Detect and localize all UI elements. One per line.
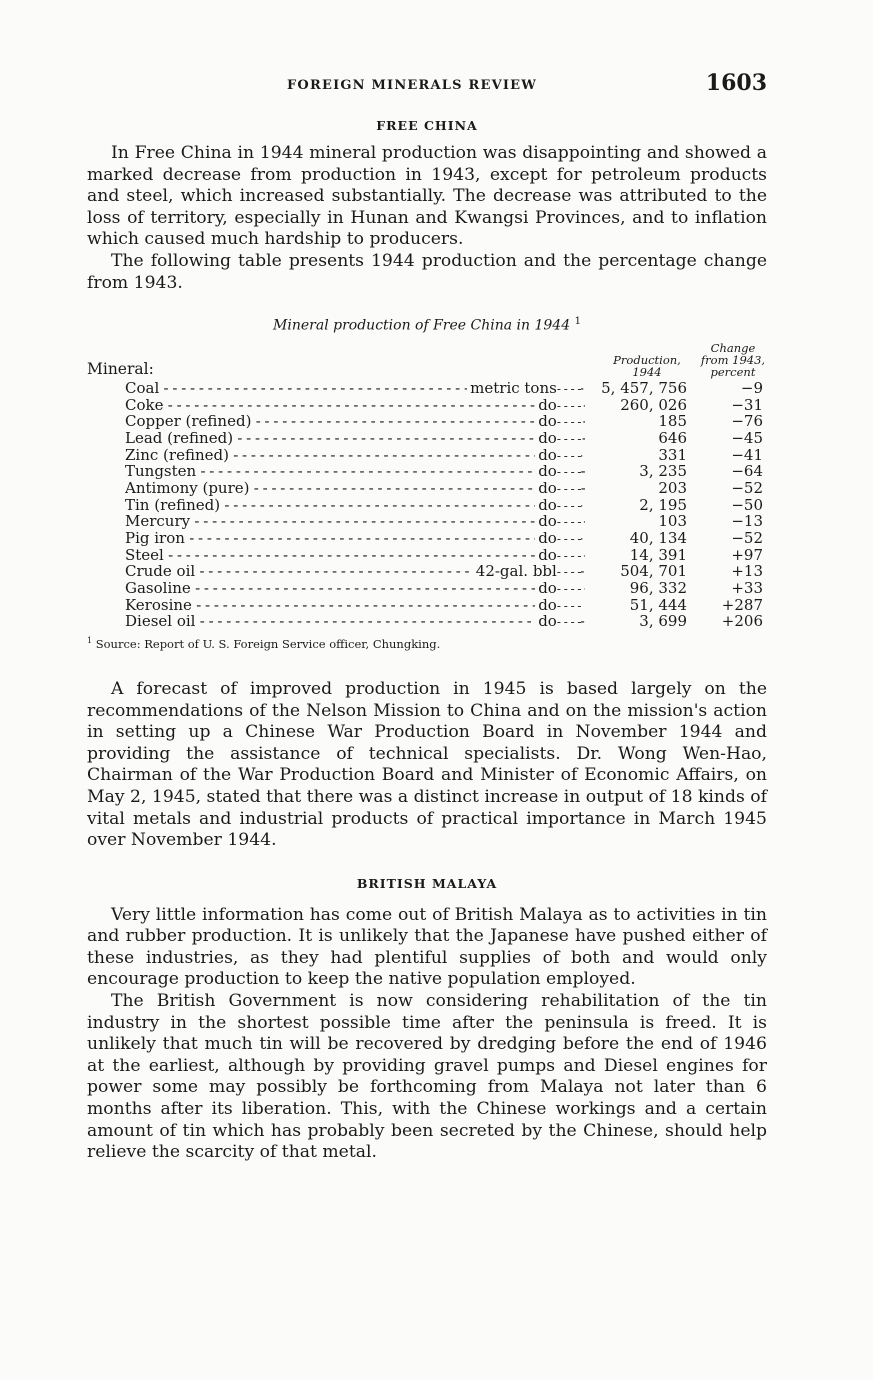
table-row: [87, 447, 767, 464]
mineral-unit: do - - - -: [535, 513, 581, 531]
mineral-change: −52: [731, 529, 763, 547]
page-header: [87, 70, 767, 102]
mineral-unit: do - - - -: [535, 447, 581, 465]
table-row: [87, 480, 767, 497]
column-header-production-line2: 1944: [632, 364, 662, 379]
table-row: [87, 413, 767, 430]
column-header-production: [599, 354, 695, 378]
mineral-name: Kerosine - - -: [125, 597, 585, 614]
table-caption-text: Mineral production of Free China in 1944: [273, 317, 571, 334]
mineral-change: −9: [740, 378, 763, 397]
table-row: [87, 547, 767, 564]
table-row: [87, 463, 767, 480]
mineral-production: 646: [658, 428, 687, 447]
column-header-change-line2: from 1943,: [700, 352, 766, 367]
mineral-name: Coal - - -: [125, 380, 585, 397]
mineral-unit: do - - - -: [535, 480, 581, 498]
running-title: FOREIGN MINERALS REVIEW: [287, 78, 538, 93]
table-footnote: [87, 636, 767, 651]
paragraph-malaya-rehabilitation: The British Government is now considering rehabilitation of the tin industry in the shortest possible time after the peninsula is freed. It is unlikely that much tin will be recovered by dredging before the end of 1946 at the earliest, although by providing gravel pumps and Diesel engines for power some may possibly be forthcoming from Malaya not later than 6 months after its liberation. This, with the Chinese workings and a certain amount of tin which has probably been secreted by the Chinese, should help relieve the scarcity of that metal.: [87, 991, 767, 1163]
mineral-change: +206: [721, 612, 763, 631]
mineral-unit: metric tons - - - -: [467, 380, 581, 398]
mineral-unit: do - - - -: [535, 580, 581, 598]
mineral-change: −50: [731, 495, 763, 514]
mineral-production: 260, 026: [620, 395, 687, 414]
mineral-unit: do - - - -: [535, 430, 581, 448]
table-row: [87, 497, 767, 514]
mineral-change: −64: [731, 462, 763, 481]
table-row: [87, 380, 767, 397]
paragraph-malaya-info: Very little information has come out of British Malaya as to activities in tin and rubber production. It is unlikely that the Japanese have pushed either of these industries, as they had plentiful supplies of both and would only encourage production to keep the native population employed.: [87, 904, 767, 990]
table-row: [87, 613, 767, 630]
mineral-unit: do - - - -: [535, 547, 581, 565]
mineral-production: 51, 444: [629, 595, 687, 614]
column-header-change: [699, 342, 767, 378]
mineral-change: +13: [731, 562, 763, 581]
paragraph-free-china-intro: In Free China in 1944 mineral production was disappointing and showed a marked decrease from production in 1943, except for petroleum products and steel, which increased substantially. The decrease was attributed to the loss of territory, especially in Hunan and Kwangsi Provinces, and to inflation which caused much hardship to producers.: [87, 143, 767, 250]
column-header-production-line1: Production,: [613, 352, 681, 367]
page-number: 1603: [705, 70, 767, 96]
mineral-name: Copper (refined) - - -: [125, 413, 585, 430]
table-caption-note: 1: [574, 316, 581, 328]
mineral-unit: 42-gal. bbl - - - -: [473, 563, 581, 581]
section-title-british-malaya: BRITISH MALAYA: [356, 875, 498, 891]
column-header-change-line1: Change: [710, 340, 756, 355]
paragraph-table-intro: The following table presents 1944 production and the percentage change from 1943.: [87, 250, 767, 293]
mineral-name: Crude oil - - -: [125, 563, 585, 580]
mineral-production: 185: [658, 412, 687, 431]
mineral-name: Coke - - -: [125, 397, 585, 414]
mineral-change: +33: [731, 579, 763, 598]
mineral-production: 504, 701: [620, 562, 687, 581]
mineral-unit: do - - - -: [535, 413, 581, 431]
mineral-production: 96, 332: [629, 579, 687, 598]
mineral-production: 331: [658, 445, 687, 464]
mineral-unit: do - - - -: [535, 613, 581, 631]
table-row: [87, 597, 767, 614]
mineral-unit: do - - - -: [535, 463, 581, 481]
mineral-production: 5, 457, 756: [601, 378, 687, 397]
mineral-name: Zinc (refined) - - -: [125, 447, 585, 464]
mineral-change: −41: [731, 445, 763, 464]
table-caption: [87, 316, 767, 334]
document-page: [87, 70, 767, 1164]
mineral-change: −76: [731, 412, 763, 431]
table-row: [87, 513, 767, 530]
mineral-name: Lead (refined) - - -: [125, 430, 585, 447]
footnote-text: Source: Report of U. S. Foreign Service officer, Chungking.: [95, 636, 441, 651]
table-row: [87, 563, 767, 580]
mineral-production: 40, 134: [629, 529, 687, 547]
mineral-change: −31: [731, 395, 763, 414]
mineral-production: 3, 235: [639, 462, 687, 481]
section-title-free-china: FREE CHINA: [376, 118, 478, 133]
mineral-change: +97: [731, 545, 763, 564]
table-body: [87, 380, 767, 630]
mineral-change: −45: [731, 428, 763, 447]
paragraph-forecast: A forecast of improved production in 1945 is based largely on the recommendations of the Nelson Mission to China and on the mission's action in setting up a Chinese War Production Board in November 1944 and providing the assistance of technical specialists. Dr. Wong Wen-Hao, Chairman of the War Production Board and Minister of Economic Affairs, on May 2, 1945, stated that there was a distinct increase in output of 18 kinds of vital metals and industrial products of practical importance in March 1945 over November 1944.: [87, 678, 767, 851]
table-row: [87, 430, 767, 447]
mineral-name: Gasoline - - -: [125, 580, 585, 597]
mineral-production: 14, 391: [629, 545, 687, 564]
mineral-unit: do - - - -: [535, 497, 581, 515]
footnote-mark: 1: [87, 636, 93, 646]
mineral-name: Mercury - - -: [125, 513, 585, 530]
column-header-mineral: Mineral:: [87, 359, 154, 378]
mineral-change: +287: [721, 595, 763, 614]
column-header-change-line3: percent: [710, 364, 756, 379]
mineral-name: Diesel oil - - -: [125, 613, 585, 630]
mineral-production: 3, 699: [639, 612, 687, 631]
mineral-name: Steel - - -: [125, 547, 585, 564]
table-header: [87, 336, 767, 380]
mineral-production: 2, 195: [639, 495, 687, 514]
mineral-name: Tungsten - - -: [125, 463, 585, 480]
table-row: [87, 580, 767, 597]
table-row: [87, 530, 767, 547]
mineral-unit: do - - - -: [535, 397, 581, 415]
mineral-name: Antimony (pure) - - -: [125, 480, 585, 497]
mineral-production: 103: [658, 512, 687, 531]
mineral-production: 203: [658, 478, 687, 497]
mineral-change: −52: [731, 478, 763, 497]
table-row: [87, 397, 767, 414]
mineral-unit: do - - - -: [535, 530, 581, 548]
mineral-change: −13: [731, 512, 763, 531]
mineral-name: Tin (refined) - - -: [125, 497, 585, 514]
mineral-name: Pig iron - - -: [125, 530, 585, 547]
mineral-unit: do - - - -: [535, 597, 581, 615]
